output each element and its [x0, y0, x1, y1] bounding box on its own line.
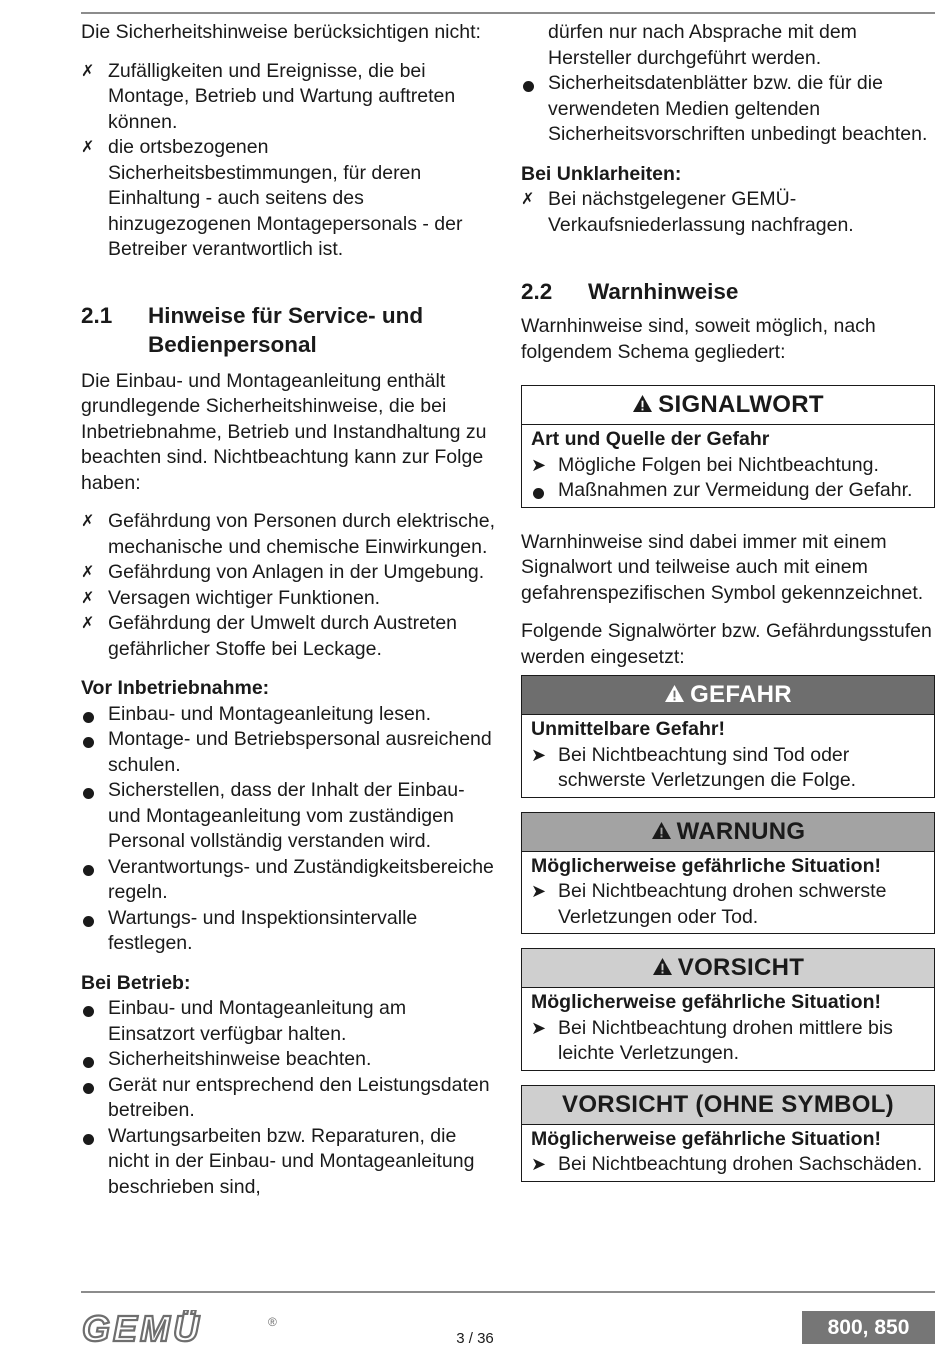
consequence-list [531, 1016, 924, 1067]
box-subhead: Möglicherweise gefährliche Situation! [531, 854, 881, 877]
box-subhead: Unmittelbare Gefahr! [531, 718, 725, 740]
list-item: ✗ Versagen wichtiger Funktionen. [81, 586, 496, 612]
list-item: Montage- und Betriebspersonal ausreichend schulen. [81, 727, 496, 778]
list-item: Gerät nur entsprechend den Leistungsdaten betreiben. [81, 1073, 496, 1124]
list-item: ✗ Gefährdung von Anlagen in der Umgebung. [81, 560, 496, 586]
box-header-label: VORSICHT (OHNE SYMBOL) [562, 1090, 894, 1118]
list-item: ➤ Bei Nichtbeachtung drohen Sachschäden. [531, 1152, 924, 1178]
vorsicht-ohne-symbol-box [521, 1085, 935, 1182]
section-number: 2.1 [81, 302, 113, 328]
section-2-1-heading [81, 301, 496, 359]
unklarheiten-list [521, 187, 935, 238]
list-item: Sicherstellen, dass der Inhalt der Einbau- und Montageanleitung vom zuständigen Personal vollständig verstanden wird. [81, 778, 496, 855]
continuation-text: dürfen nur nach Absprache mit dem Hersteller durchgeführt werden. [548, 21, 857, 69]
gefahr-box [521, 675, 935, 798]
bei-unklarheiten-heading: Bei Unklarheiten: [521, 162, 682, 185]
section-2-1-paragraph: Die Einbau- und Montageanleitung enthält grundlegende Sicherheitshinweise, die bei Inbetriebnahme, Betrieb und Instandhaltung zu beachten sind. Nichtbeachtung kann zur Folge haben: [81, 369, 487, 494]
box-body [522, 852, 934, 934]
warning-triangle-icon [652, 957, 673, 976]
warning-triangle-icon [651, 821, 672, 840]
consequence-list [531, 453, 924, 479]
box-body [522, 988, 934, 1070]
list-item: Verantwortungs- und Zuständigkeitsbereiche regeln. [81, 855, 496, 906]
box-header-label: VORSICHT [677, 954, 805, 981]
box-header [522, 386, 934, 425]
vor-inbetriebnahme-heading: Vor Inbetriebnahme: [81, 677, 270, 699]
list-item: ➤ Mögliche Folgen bei Nichtbeachtung. [531, 453, 924, 479]
warning-triangle-icon [664, 684, 685, 703]
box-header [522, 1086, 934, 1125]
consequence-list [531, 1152, 924, 1178]
box-body [522, 1125, 934, 1181]
warnung-box [521, 812, 935, 935]
list-item: Wartungsarbeiten bzw. Reparaturen, die nicht in der Einbau- und Montageanleitung beschrieben sind, [81, 1124, 496, 1201]
signalwort-schema-box [521, 385, 935, 508]
box-header-label: GEFAHR [690, 681, 792, 708]
list-item: ✗ die ortsbezogenen Sicherheitsbestimmungen, für deren Einhaltung - auch seitens des hinzugezogenen Montagepersonals - der Betreiber verantwortlich ist. [81, 135, 496, 263]
list-item: ✗ Gefährdung der Umwelt durch Austreten gefährlicher Stoffe bei Leckage. [81, 611, 496, 662]
consequences-list [81, 509, 496, 662]
page-number: 3 / 36 [456, 1330, 494, 1347]
box-body [522, 425, 934, 507]
signalwort-description: Warnhinweise sind dabei immer mit einem Signalwort und teilweise auch mit einem gefahrenspezifischen Symbol gekennzeichnet. [521, 530, 924, 604]
bei-betrieb-heading: Bei Betrieb: [81, 971, 191, 994]
top-rule [81, 12, 935, 14]
warning-triangle-icon [632, 394, 653, 413]
box-subhead: Möglicherweise gefährliche Situation! [531, 991, 881, 1013]
list-item: ➤ Bei Nichtbeachtung drohen schwerste Verletzungen oder Tod. [531, 879, 924, 930]
box-subhead: Art und Quelle der Gefahr [531, 428, 770, 450]
list-item: Einbau- und Montageanleitung lesen. [81, 702, 496, 728]
measure-list [531, 478, 924, 504]
box-header [522, 813, 934, 852]
sds-list [521, 71, 935, 148]
list-item: Maßnahmen zur Vermeidung der Gefahr. [531, 478, 924, 504]
right-column [521, 20, 935, 1196]
signalwoerter-intro: Folgende Signalwörter bzw. Gefährdungsstufen werden eingesetzt: [521, 620, 932, 668]
section-number: 2.2 [521, 279, 553, 304]
model-badge: 800, 850 [802, 1311, 935, 1344]
intro-text: Die Sicherheitshinweise berücksichtigen nicht: [81, 21, 481, 43]
bottom-rule [81, 1291, 935, 1293]
section-title: Hinweise für Service- und Bedienpersonal [148, 302, 424, 357]
intro-list [81, 59, 496, 263]
bei-betrieb-list [81, 996, 496, 1200]
registered-mark: ® [268, 1315, 277, 1329]
list-item: ➤ Bei Nichtbeachtung drohen mittlere bis leichte Verletzungen. [531, 1016, 924, 1067]
consequence-list [531, 743, 924, 794]
vor-inbetriebnahme-list [81, 702, 496, 957]
consequence-list [531, 879, 924, 930]
list-item: Sicherheitsdatenblätter bzw. die für die verwendeten Medien geltenden Sicherheitsvorschriften unbedingt beachten. [521, 71, 935, 148]
box-body [522, 715, 934, 797]
list-item: Wartungs- und Inspektionsintervalle festlegen. [81, 906, 496, 957]
box-header-label: WARNUNG [676, 817, 806, 845]
list-item: ➤ Bei Nichtbeachtung sind Tod oder schwerste Verletzungen die Folge. [531, 743, 924, 794]
vorsicht-box [521, 948, 935, 1071]
section-title: Warnhinweise [588, 279, 739, 304]
box-subhead: Möglicherweise gefährliche Situation! [531, 1127, 881, 1150]
box-header [522, 676, 934, 715]
box-header [522, 949, 934, 988]
list-item: ✗ Gefährdung von Personen durch elektrische, mechanische und chemische Einwirkungen. [81, 509, 496, 560]
logo-wordmark: GEMÜ [82, 1310, 202, 1349]
section-2-2-heading [521, 277, 935, 306]
left-column [81, 20, 496, 1200]
section-2-2-paragraph: Warnhinweise sind, soweit möglich, nach folgendem Schema gegliedert: [521, 315, 876, 363]
list-item: ✗ Bei nächstgelegener GEMÜ-Verkaufsniederlassung nachfragen. [521, 187, 935, 238]
box-header-label: SIGNALWORT [658, 391, 824, 418]
list-item: Sicherheitshinweise beachten. [81, 1047, 496, 1073]
list-item: Einbau- und Montageanleitung am Einsatzort verfügbar halten. [81, 996, 496, 1047]
list-item: ✗ Zufälligkeiten und Ereignisse, die bei Montage, Betrieb und Wartung auftreten können. [81, 59, 496, 136]
